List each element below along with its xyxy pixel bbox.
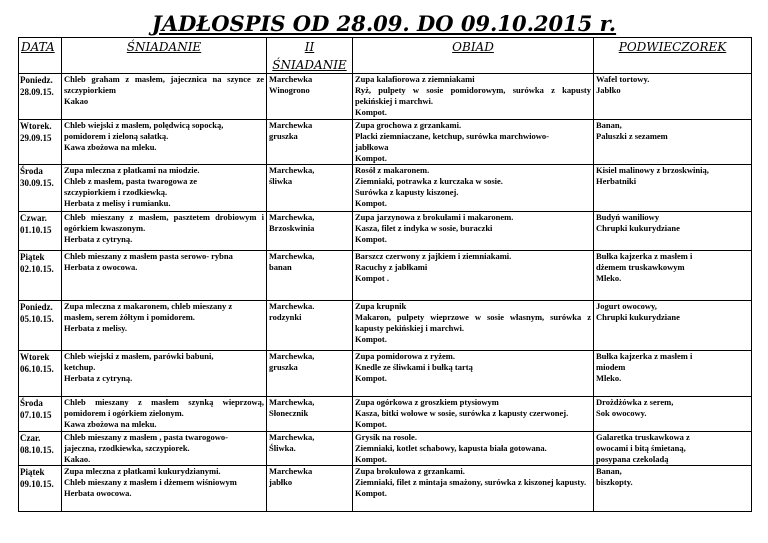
lunch-cell-line: Kompot . [355, 273, 389, 283]
second-breakfast-cell-line: rodzynki [269, 312, 302, 322]
second-breakfast-cell [267, 212, 353, 251]
header-breakfast: ŚNIADANIE [62, 38, 267, 74]
breakfast-cell-line: Zupa mleczna z płatkami na miodzie. [64, 165, 200, 175]
breakfast-cell [62, 120, 267, 165]
breakfast-cell [62, 397, 267, 432]
snack-cell-line: miodem [596, 362, 626, 372]
day-cell-line: Piątek [20, 252, 45, 262]
lunch-cell-line: Kompot. [355, 419, 387, 429]
lunch-cell-line: Kompot. [355, 488, 387, 498]
day-cell [19, 466, 62, 512]
second-breakfast-cell-line: Marchewka, [269, 251, 315, 261]
breakfast-cell [62, 466, 267, 512]
second-breakfast-cell [267, 120, 353, 165]
lunch-cell-line: Kasza, filet z indyka w sosie, buraczki [355, 223, 493, 233]
second-breakfast-cell-line: Marchewka, [269, 397, 315, 407]
snack-cell-line: Banan, [596, 120, 622, 130]
second-breakfast-cell [267, 432, 353, 466]
snack-cell-line: Kisiel malinowy z brzoskwinią, [596, 165, 709, 175]
lunch-cell [353, 120, 594, 165]
lunch-cell-line: Racuchy z jabłkami [355, 262, 428, 272]
breakfast-cell-line: Chleb mieszany z masłem szynką wieprzową, pomidorem i ogórkiem zielonym. [64, 397, 264, 418]
snack-cell-line: Paluszki z sezamem [596, 131, 668, 141]
breakfast-cell-line: szczypiorkiem i rzodkiewką. [64, 187, 168, 197]
second-breakfast-cell-line: gruszka [269, 131, 298, 141]
day-cell [19, 74, 62, 120]
breakfast-cell-line: Herbata z owocowa. [64, 262, 138, 272]
lunch-cell-line: Ryż, pulpety w sosie pomidorowym, surówka z kapusty pekińskiej i marchwi. [355, 85, 591, 106]
lunch-cell [353, 165, 594, 212]
menu-row [19, 212, 752, 251]
lunch-cell-line: Surówka z kapusty kiszonej. [355, 187, 459, 197]
day-cell-line: 01.10.15 [20, 225, 52, 235]
second-breakfast-cell-line: Słonecznik [269, 408, 309, 418]
second-breakfast-cell-line: Marchewka, [269, 351, 315, 361]
header-second-breakfast-line1: II [304, 40, 315, 54]
breakfast-cell-line: Chleb mieszany z masłem pasta serowo- rybna [64, 251, 233, 261]
lunch-cell-line: Zupa jarzynowa z brokułami i makaronem. [355, 212, 514, 222]
lunch-cell [353, 466, 594, 512]
breakfast-cell-line: Kawa zbożowa na mleku. [64, 142, 157, 152]
lunch-cell-line: Makaron, pulpety wieprzowe w sosie własnym, surówka z kapusty pekińskiej i marchwi. [355, 312, 591, 333]
header-second-breakfast [267, 38, 353, 74]
second-breakfast-cell-line: Winogrono [269, 85, 310, 95]
breakfast-cell-line: jajeczna, rzodkiewka, szczypiorek. [64, 443, 190, 453]
day-cell-line: 28.09.15. [20, 87, 54, 97]
breakfast-cell [62, 251, 267, 301]
day-cell-line: 02.10.15. [20, 264, 54, 274]
menu-title: JADŁOSPIS OD 28.09. DO 09.10.2015 r. [151, 11, 617, 36]
breakfast-cell [62, 351, 267, 397]
breakfast-cell-line: Chleb mieszany z masłem , pasta twarogowo- [64, 432, 228, 442]
day-cell [19, 432, 62, 466]
snack-cell-line: posypana czekoladą [596, 454, 669, 464]
lunch-cell-line: Ziemniaki, kotlet schabowy, kapusta biała gotowana. [355, 443, 547, 453]
lunch-cell-line: Kompot. [355, 373, 387, 383]
menu-row [19, 432, 752, 466]
day-cell-line: Czar. [20, 433, 41, 443]
breakfast-cell-line: Chleb wiejski z masłem, polędwicą sopocką, [64, 120, 224, 130]
lunch-cell-line: Zupa ogórkowa z groszkiem ptysiowym [355, 397, 499, 407]
second-breakfast-cell-line: banan [269, 262, 292, 272]
breakfast-cell [62, 74, 267, 120]
lunch-cell-line: Kompot. [355, 234, 387, 244]
day-cell-line: Środa [20, 398, 43, 408]
second-breakfast-cell-line: śliwka [269, 176, 293, 186]
day-cell-line: 30.09.15. [20, 178, 54, 188]
day-cell-line: 29.09.15 [20, 133, 52, 143]
day-cell-line: 05.10.15. [20, 314, 54, 324]
lunch-cell-line: Kompot. [355, 107, 387, 117]
day-cell [19, 251, 62, 301]
lunch-cell-line: Zupa krupnik [355, 301, 407, 311]
menu-row [19, 165, 752, 212]
menu-row [19, 466, 752, 512]
second-breakfast-cell [267, 397, 353, 432]
menu-row [19, 251, 752, 301]
breakfast-cell-line: Herbata z melisy i rumianku. [64, 198, 171, 208]
snack-cell-line: Drożdżówka z serem, [596, 397, 674, 407]
second-breakfast-cell [267, 74, 353, 120]
breakfast-cell [62, 301, 267, 351]
lunch-cell-line: Kasza, bitki wołowe w sosie, surówka z kapusty czerwonej. [355, 408, 569, 418]
lunch-cell [353, 251, 594, 301]
lunch-cell [353, 432, 594, 466]
day-cell [19, 120, 62, 165]
breakfast-cell-line: Chleb mieszany z masłem i dżemem wiśniowym [64, 477, 237, 487]
lunch-cell-line: Kompot. [355, 454, 387, 464]
day-cell [19, 397, 62, 432]
lunch-cell [353, 301, 594, 351]
snack-cell [594, 120, 752, 165]
lunch-cell-line: Knedle ze śliwkami i bułką tartą [355, 362, 473, 372]
day-cell [19, 165, 62, 212]
second-breakfast-cell-line: Brzoskwinia [269, 223, 315, 233]
snack-cell [594, 301, 752, 351]
breakfast-cell-line: Kakao. [64, 454, 91, 464]
snack-cell-line: Mleko. [596, 273, 622, 283]
snack-cell-line: Banan, [596, 466, 622, 476]
snack-cell-line: Bułka kajzerka z masłem i [596, 351, 693, 361]
second-breakfast-cell-line: gruszka [269, 362, 298, 372]
snack-cell [594, 165, 752, 212]
lunch-cell-line: Ziemniaki, potrawka z kurczaka w sosie. [355, 176, 503, 186]
snack-cell [594, 397, 752, 432]
snack-cell-line: biszkopty. [596, 477, 633, 487]
breakfast-cell-line: Herbata z cytryną. [64, 234, 133, 244]
lunch-cell [353, 74, 594, 120]
second-breakfast-cell [267, 466, 353, 512]
day-cell-line: Czwar. [20, 213, 47, 223]
day-cell-line: Poniedz. [20, 75, 53, 85]
second-breakfast-cell-line: Marchewka. [269, 301, 315, 311]
snack-cell [594, 212, 752, 251]
second-breakfast-cell-line: Marchewka [269, 466, 313, 476]
lunch-cell-line: jabłkowa [355, 142, 389, 152]
breakfast-cell-line: Zupa mleczna z płatkami kukurydzianymi. [64, 466, 221, 476]
breakfast-cell-line: Chleb wiejski z masłem, parówki babuni, [64, 351, 214, 361]
lunch-cell-line: Zupa brokułowa z grzankami. [355, 466, 465, 476]
second-breakfast-cell-line: Marchewka, [269, 432, 315, 442]
breakfast-cell-line: Herbata z cytryną. [64, 373, 133, 383]
day-cell-line: Wtorek [20, 352, 50, 362]
snack-cell [594, 432, 752, 466]
breakfast-cell [62, 212, 267, 251]
menu-row [19, 120, 752, 165]
snack-cell [594, 466, 752, 512]
breakfast-cell [62, 165, 267, 212]
snack-cell [594, 351, 752, 397]
day-cell [19, 212, 62, 251]
header-snack: PODWIECZOREK [594, 38, 752, 74]
second-breakfast-cell [267, 351, 353, 397]
snack-cell-line: Chrupki kukurydziane [596, 312, 680, 322]
breakfast-cell-line: Kawa zbożowa na mleku. [64, 419, 157, 429]
breakfast-cell-line: Herbata z melisy. [64, 323, 128, 333]
breakfast-cell-line: Chleb z masłem, pasta twarogowa ze [64, 176, 197, 186]
menu-row [19, 74, 752, 120]
breakfast-cell-line: masłem, serem żółtym i pomidorem. [64, 312, 195, 322]
day-cell-line: 08.10.15. [20, 445, 54, 455]
breakfast-cell-line: ketchup. [64, 362, 96, 372]
second-breakfast-cell-line: Śliwka. [269, 443, 296, 453]
header-row [19, 38, 752, 74]
lunch-cell [353, 351, 594, 397]
second-breakfast-cell-line: jabłko [269, 477, 293, 487]
header-date: DATA [19, 38, 62, 74]
snack-cell-line: dżemem truskawkowym [596, 262, 685, 272]
menu-row [19, 351, 752, 397]
second-breakfast-cell-line: Marchewka, [269, 165, 315, 175]
menu-table [18, 37, 752, 512]
snack-cell-line: Wafel tortowy. [596, 74, 650, 84]
lunch-cell-line: Kompot. [355, 198, 387, 208]
day-cell-line: Środa [20, 166, 43, 176]
lunch-cell-line: Zupa pomidorowa z ryżem. [355, 351, 455, 361]
day-cell-line: Wtorek. [20, 121, 52, 131]
snack-cell-line: Jabłko [596, 85, 621, 95]
lunch-cell-line: Kompot. [355, 153, 387, 163]
snack-cell-line: Bułka kajzerka z masłem i [596, 251, 693, 261]
lunch-cell-line: Barszcz czerwony z jajkiem i ziemniakami. [355, 251, 512, 261]
snack-cell-line: owocami i bitą śmietaną, [596, 443, 686, 453]
snack-cell-line: Galaretka truskawkowa z [596, 432, 690, 442]
breakfast-cell [62, 432, 267, 466]
day-cell-line: Poniedz. [20, 302, 53, 312]
breakfast-cell-line: Kakao [64, 96, 89, 106]
snack-cell-line: Herbatniki [596, 176, 637, 186]
snack-cell-line: Jogurt owocowy, [596, 301, 657, 311]
lunch-cell [353, 212, 594, 251]
second-breakfast-cell-line: Marchewka [269, 74, 313, 84]
second-breakfast-cell [267, 301, 353, 351]
lunch-cell-line: Placki ziemniaczane, ketchup, surówka marchwiowo- [355, 131, 549, 141]
snack-cell [594, 251, 752, 301]
second-breakfast-cell [267, 165, 353, 212]
breakfast-cell-line: Zupa mleczna z makaronem, chleb mieszany z [64, 301, 233, 311]
breakfast-cell-line: pomidorem i zieloną sałatką. [64, 131, 169, 141]
day-cell-line: Piątek [20, 467, 45, 477]
menu-row [19, 301, 752, 351]
lunch-cell-line: Ziemniaki, filet z mintaja smażony, surówka z kiszonej kapusty. [355, 477, 587, 487]
snack-cell-line: Sok owocowy. [596, 408, 647, 418]
day-cell [19, 301, 62, 351]
lunch-cell-line: Zupa grochowa z grzankami. [355, 120, 462, 130]
snack-cell-line: Mleko. [596, 373, 622, 383]
snack-cell [594, 74, 752, 120]
lunch-cell-line: Grysik na rosole. [355, 432, 417, 442]
day-cell-line: 09.10.15. [20, 479, 54, 489]
menu-row [19, 397, 752, 432]
day-cell [19, 351, 62, 397]
header-lunch: OBIAD [353, 38, 594, 74]
header-second-breakfast-line2: ŚNIADANIE [272, 58, 347, 72]
day-cell-line: 06.10.15. [20, 364, 54, 374]
snack-cell-line: Chrupki kukurydziane [596, 223, 680, 233]
lunch-cell [353, 397, 594, 432]
second-breakfast-cell [267, 251, 353, 301]
breakfast-cell-line: Chleb graham z masłem, jajecznica na szynce ze szczypiorkiem [64, 74, 264, 95]
breakfast-cell-line: Herbata owocowa. [64, 488, 132, 498]
second-breakfast-cell-line: Marchewka, [269, 212, 315, 222]
lunch-cell-line: Kompot. [355, 334, 387, 344]
second-breakfast-cell-line: Marchewka [269, 120, 313, 130]
lunch-cell-line: Zupa kalafiorowa z ziemniakami [355, 74, 475, 84]
breakfast-cell-line: Chleb mieszany z masłem, pasztetem drobiowym i ogórkiem kwaszonym. [64, 212, 264, 233]
snack-cell-line: Budyń waniliowy [596, 212, 660, 222]
day-cell-line: 07.10.15 [20, 410, 52, 420]
lunch-cell-line: Rosół z makaronem. [355, 165, 430, 175]
